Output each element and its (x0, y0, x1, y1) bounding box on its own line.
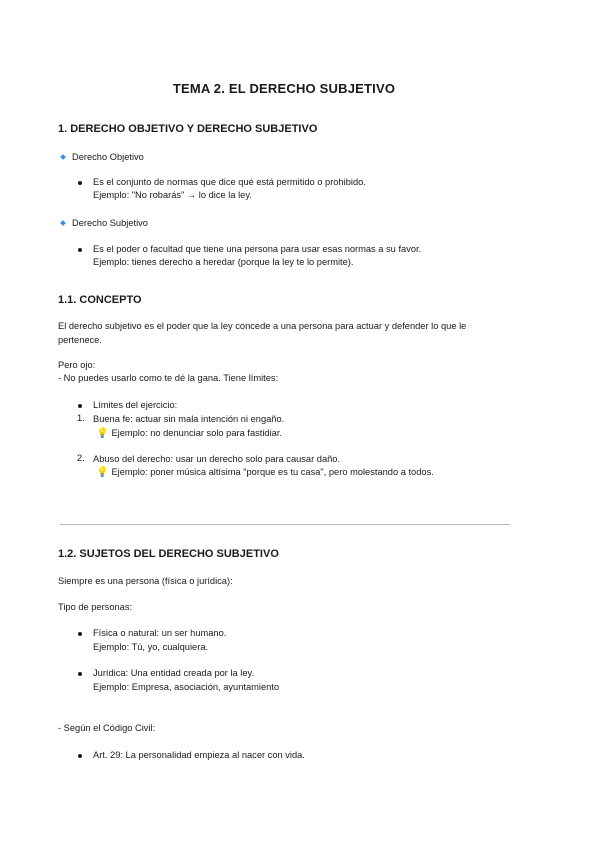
lightbulb-icon: 💡 (96, 428, 109, 439)
bullet-dot-icon (78, 181, 82, 185)
text-line: Ejemplo: tienes derecho a heredar (porque la ley te lo permite). (93, 257, 354, 267)
text-line: Siempre es una persona (física o jurídica): (58, 576, 233, 586)
text-line: Jurídica: Una entidad creada por la ley. (93, 668, 255, 678)
section-heading: 1.2. SUJETOS DEL DERECHO SUBJETIVO (58, 548, 279, 560)
bullet-dot-icon (78, 754, 82, 758)
bullet-dot-icon (78, 632, 82, 636)
text-line: - No puedes usarlo como te dé la gana. Tiene límites: (58, 373, 279, 383)
section-heading: 1.1. CONCEPTO (58, 294, 142, 306)
example-line: 💡 Ejemplo: poner música altísima "porque es tu casa", pero molestando a todos. (96, 467, 434, 478)
section-heading: 1. DERECHO OBJETIVO Y DERECHO SUBJETIVO (58, 123, 318, 135)
paragraph-line: El derecho subjetivo es el poder que la ley concede a una persona para actuar y defender lo que le (58, 321, 467, 331)
example-line: 💡 Ejemplo: no denunciar solo para fastidiar. (96, 428, 282, 439)
lightbulb-icon: 💡 (96, 467, 109, 478)
bullet-dot-icon (78, 404, 82, 408)
diamond-bullet-icon (60, 220, 66, 226)
page-title: TEMA 2. EL DERECHO SUBJETIVO (172, 81, 396, 96)
text-line: Física o natural: un ser humano. (93, 628, 227, 638)
diamond-bullet-icon (60, 154, 66, 160)
text-line: Es el poder o facultad que tiene una persona para usar esas normas a su favor. (93, 244, 422, 254)
bullet-dot-icon (78, 672, 82, 676)
paragraph-line: pertenece. (58, 335, 102, 345)
list-item-label: Derecho Objetivo (72, 152, 144, 162)
text-line: Abuso del derecho: usar un derecho solo para causar daño. (93, 454, 341, 464)
horizontal-divider (60, 524, 510, 525)
text-line: Es el conjunto de normas que dice qué está permitido o prohibido. (93, 177, 366, 187)
list-number: 2. (77, 453, 85, 463)
text-line: - Según el Código Civil: (58, 723, 156, 733)
text-line: Ejemplo: "No robarás" → lo dice la ley. (93, 190, 252, 200)
text-line: Ejemplo: Tú, yo, cualquiera. (93, 642, 209, 652)
text-line: Buena fe: actuar sin mala intención ni engaño. (93, 414, 285, 424)
list-number: 1. (77, 413, 85, 423)
text-line: Ejemplo: Empresa, asociación, ayuntamiento (93, 682, 280, 692)
list-item-label: Límites del ejercicio: (93, 400, 178, 410)
text-line: Art. 29: La personalidad empieza al nacer con vida. (93, 750, 305, 760)
text-line: Pero ojo: (58, 360, 96, 370)
text-line: Tipo de personas: (58, 602, 133, 612)
list-item-label: Derecho Subjetivo (72, 218, 148, 228)
bullet-dot-icon (78, 248, 82, 252)
